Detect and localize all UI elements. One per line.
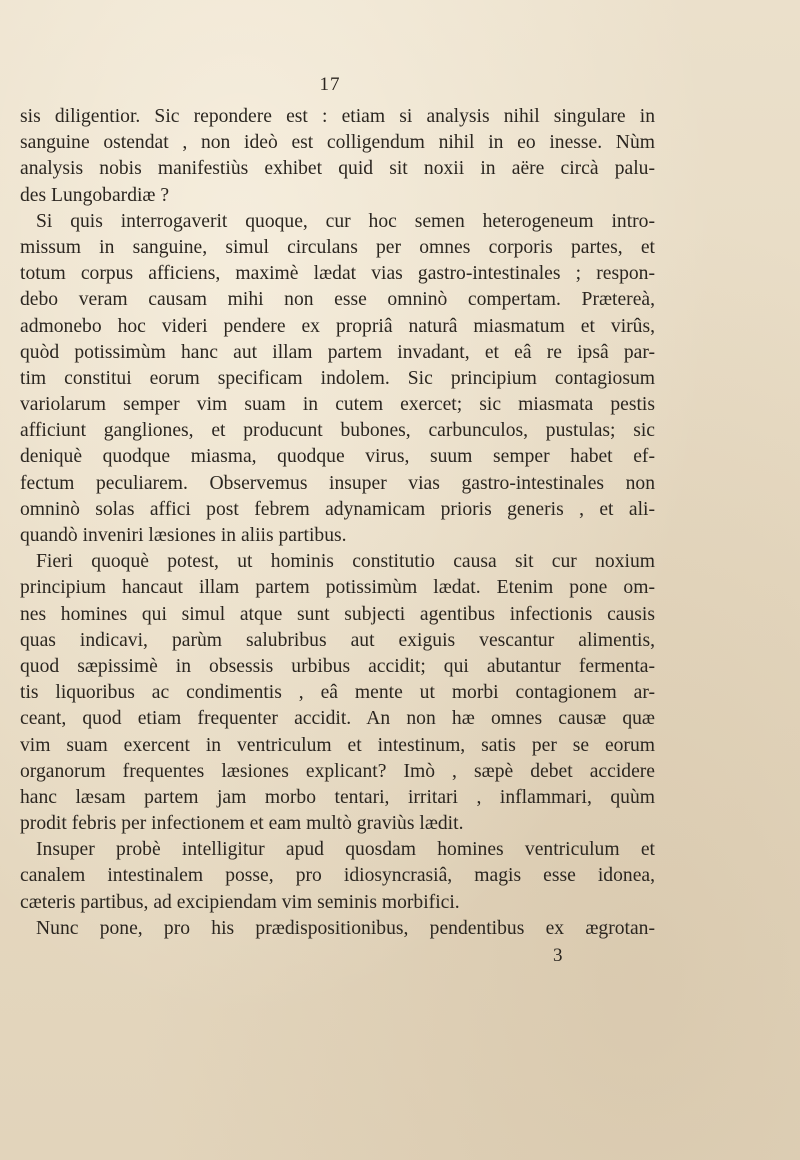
text-line: Si quis interrogaverit quoque, cur hoc semen heterogeneum intro-	[36, 210, 655, 232]
body-text	[20, 104, 655, 942]
text-line: sis diligentior. Sic repondere est : etiam si analysis nihil singulare in	[20, 106, 655, 127]
text-line: quòd potissimùm hanc aut illam partem invadant, et eâ re ipsâ par-	[20, 341, 655, 363]
paragraph	[20, 916, 655, 942]
text-line: canalem intestinalem posse, pro idiosyncrasiâ, magis esse idonea,	[20, 865, 655, 887]
text-line: cæteris partibus, ad excipiendam vim seminis morbifici.	[20, 891, 460, 913]
text-line: principium hancaut illam partem potissimùm lædat. Etenim pone om-	[20, 577, 655, 599]
text-line: analysis nobis manifestiùs exhibet quid sit noxii in aëre circà palu-	[20, 158, 655, 180]
paragraph	[20, 837, 655, 916]
paragraph	[20, 549, 655, 837]
text-line: omninò solas affici post febrem adynamicam prioris generis , et ali-	[20, 498, 655, 520]
text-line: des Lungobardiæ ?	[20, 184, 170, 206]
text-line: prodit febris per infectionem et eam multò graviùs lædit.	[20, 813, 464, 835]
text-line: quod sæpissimè in obsessis urbibus accidit; qui abutantur fermenta-	[20, 655, 655, 677]
paragraph	[20, 104, 655, 209]
text-line: variolarum semper vim suam in cutem exercet; sic miasmata pestis	[20, 394, 655, 416]
text-line: Fieri quoquè potest, ut hominis constitutio causa sit cur noxium	[36, 551, 655, 573]
text-line: Insuper probè intelligitur apud quosdam homines ventriculum et	[36, 839, 655, 861]
text-line: quandò inveniri læsiones in aliis partibus.	[20, 525, 347, 546]
signature-mark: 3	[553, 945, 563, 966]
page-number: 17	[319, 74, 341, 95]
text-line: nes homines qui simul atque sunt subjecti agentibus infectionis causis	[20, 603, 655, 625]
text-line: vim suam exercent in ventriculum et intestinum, satis per se eorum	[20, 734, 655, 756]
text-line: organorum frequentes læsiones explicant? Imò , sæpè debet accidere	[20, 760, 655, 782]
paragraph	[20, 209, 655, 549]
text-line: ceant, quod etiam frequenter accidit. An non hæ omnes causæ quæ	[20, 708, 655, 730]
text-line: hanc læsam partem jam morbo tentari, irritari , inflammari, quùm	[20, 786, 655, 808]
text-line: quas indicavi, parùm salubribus aut exiguis vescantur alimentis,	[20, 629, 655, 651]
text-line: tim constitui eorum specificam indolem. Sic principium contagiosum	[20, 367, 655, 389]
text-line: totum corpus afficiens, maximè lædat vias gastro-intestinales ; respon-	[20, 263, 655, 285]
text-line: missum in sanguine, simul circulans per omnes corporis partes, et	[20, 236, 655, 258]
text-line: afficiunt gangliones, et producunt bubones, carbunculos, pustulas; sic	[20, 420, 655, 442]
text-line: Nunc pone, pro his prædispositionibus, pendentibus ex ægrotan-	[36, 917, 655, 939]
text-line: admonebo hoc videri pendere ex propriâ naturâ miasmatum et virûs,	[20, 315, 655, 337]
text-line: deniquè quodque miasma, quodque virus, suum semper habet ef-	[20, 446, 655, 468]
text-line: fectum peculiarem. Observemus insuper vias gastro-intestinales non	[20, 472, 655, 494]
text-line: sanguine ostendat , non ideò est colligendum nihil in eo inesse. Nùm	[20, 132, 655, 154]
text-line: tis liquoribus ac condimentis , eâ mente ut morbi contagionem ar-	[20, 682, 655, 704]
text-line: debo veram causam mihi non esse omninò compertam. Prætereà,	[20, 289, 655, 311]
